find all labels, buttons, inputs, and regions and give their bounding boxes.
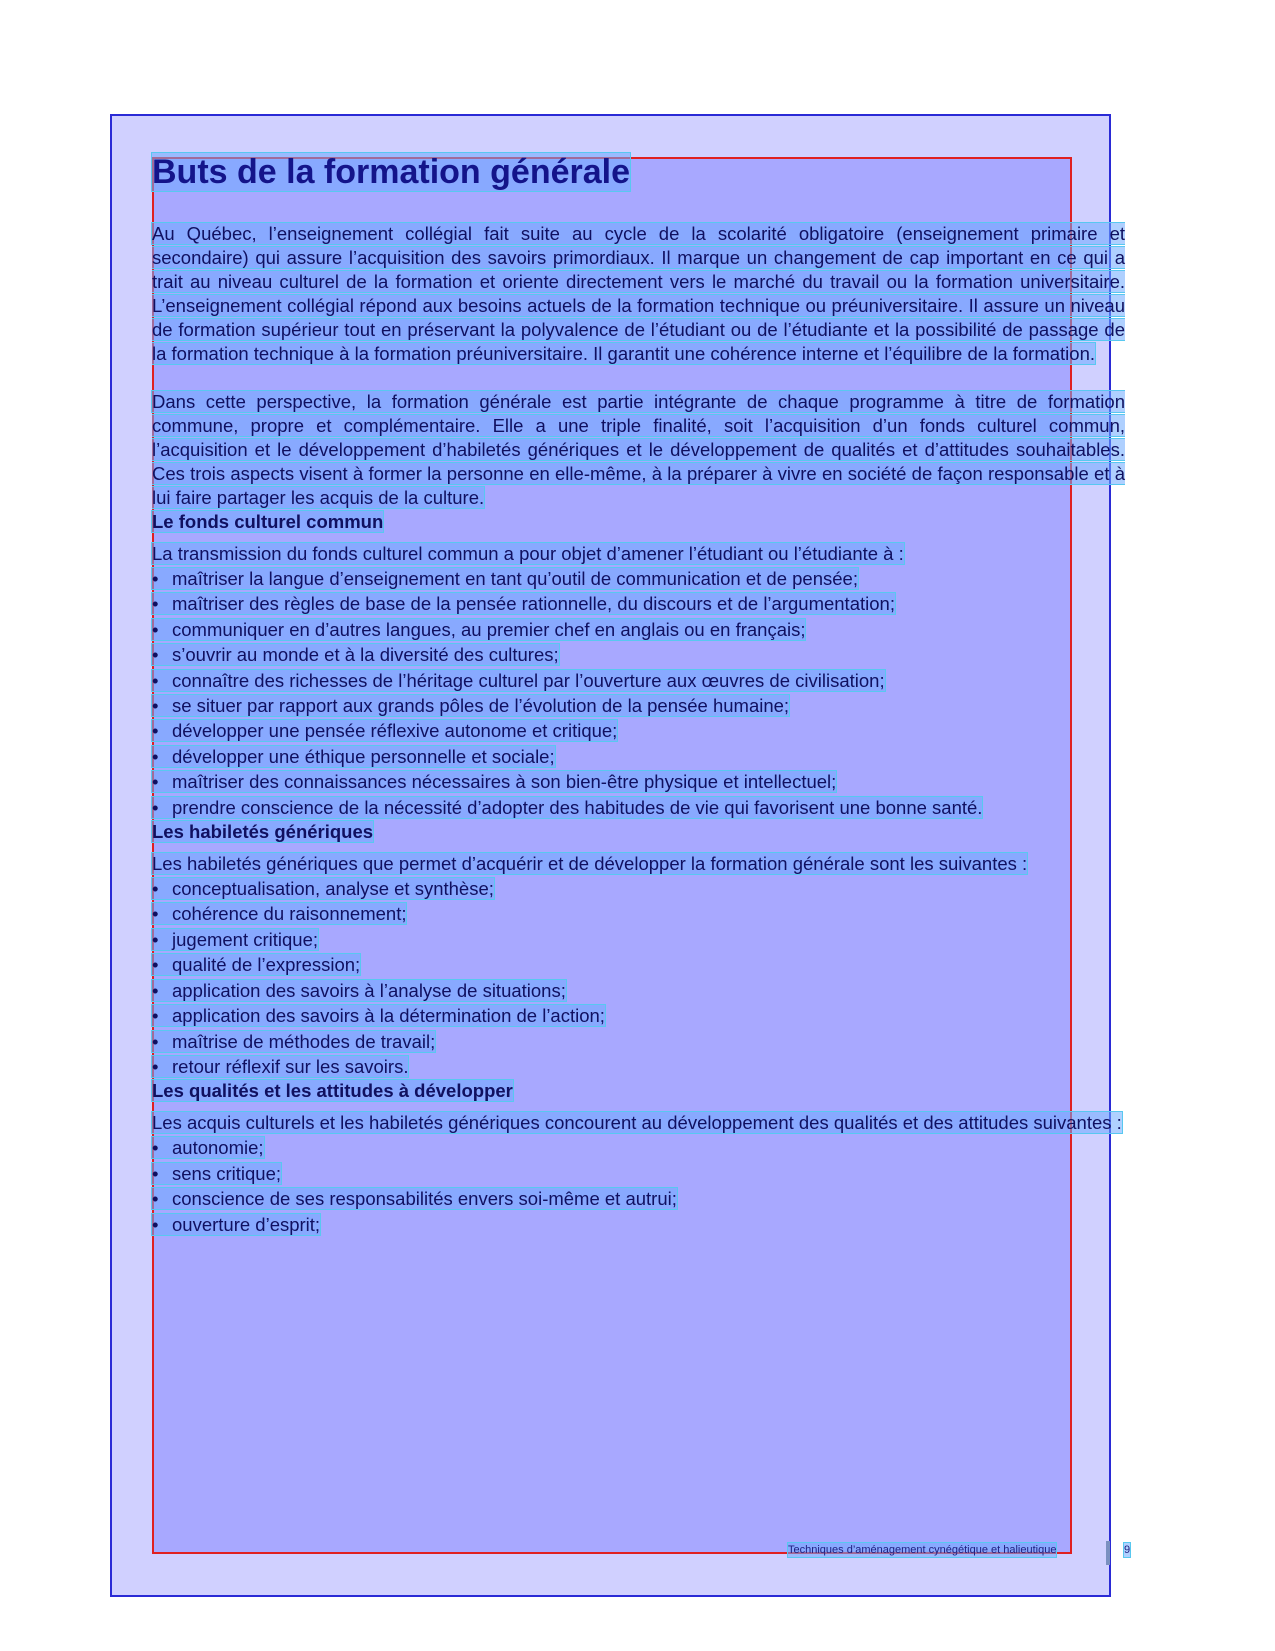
list-item — [152, 952, 1125, 977]
list-item — [152, 693, 1125, 718]
list-item — [152, 642, 1125, 667]
bullet-icon: • — [152, 568, 159, 589]
bullet-icon: • — [152, 979, 159, 1001]
bullet-list-habiletes — [152, 876, 1125, 1079]
list-item-text: conceptualisation, analyse et synthèse; — [172, 878, 494, 900]
bullet-icon: • — [152, 878, 159, 900]
bullet-icon: • — [152, 593, 159, 615]
section-heading-qualites-text: Les qualités et les attitudes à développer — [152, 1080, 513, 1102]
list-item-text: maîtriser la langue d’enseignement en tant qu’outil de communication et de pensée; — [172, 568, 858, 589]
bullet-icon: • — [152, 1188, 159, 1210]
list-item — [152, 1003, 1125, 1028]
bullet-icon: • — [152, 1005, 159, 1027]
list-item-text: ouverture d’esprit; — [172, 1213, 321, 1235]
list-item — [152, 744, 1125, 769]
bullet-icon: • — [152, 1137, 159, 1159]
bullet-icon: • — [152, 903, 159, 925]
list-item — [152, 769, 1125, 794]
list-item-text: cohérence du raisonnement; — [172, 903, 407, 925]
list-item — [152, 978, 1125, 1003]
list-item-text: maîtriser des connaissances nécessaires à son bien-être physique et intellectuel; — [172, 771, 837, 793]
list-item — [152, 617, 1125, 642]
page-title-text: Buts de la formation générale — [152, 153, 630, 191]
section-intro-qualites-text: Les acquis culturels et les habiletés génériques concourent au développement des qualités et des attitudes suivantes : — [152, 1112, 1122, 1134]
list-item — [152, 1161, 1125, 1186]
list-item-text: sens critique; — [172, 1162, 281, 1184]
list-item — [152, 718, 1125, 743]
paragraph-intro-text: Au Québec, l’enseignement collégial fait suite au cycle de la scolarité obligatoire (enseignement primaire et secondaire) qui assure l’acquisition des savoirs primordiaux. Il marque un changement de cap important en ce qui a trait au niveau culturel de la formation et oriente directement vers le marché du travail ou la formation universitaire. L’enseignement collégial répond aux besoins actuels de la formation technique ou préuniversitaire. Il assure un niveau de formation supérieur tout en préservant la polyvalence de l’étudiant ou de l’étudiante et la possibilité de passage de la formation technique à la formation préuniversitaire. Il garantit une cohérence interne et l’équilibre de la formation. — [152, 223, 1125, 364]
list-item — [152, 876, 1125, 901]
list-item — [152, 901, 1125, 926]
list-item — [152, 795, 1125, 820]
list-item-text: autonomie; — [172, 1137, 264, 1159]
list-item-text: développer une pensée réflexive autonome et critique; — [172, 720, 618, 742]
section-heading-habiletes-text: Les habiletés génériques — [152, 821, 374, 843]
list-item-text: s’ouvrir au monde et à la diversité des cultures; — [172, 644, 559, 666]
document-body — [152, 150, 1125, 1237]
footer-marker — [1106, 1541, 1110, 1565]
list-item — [152, 1212, 1125, 1237]
list-item — [152, 591, 1125, 616]
paragraph-intro — [152, 222, 1125, 366]
bullet-list-qualites — [152, 1135, 1125, 1237]
list-item — [152, 1054, 1125, 1079]
list-item-text: maîtriser des règles de base de la pensée rationnelle, du discours et de l’argumentation; — [172, 593, 895, 615]
list-item — [152, 927, 1125, 952]
list-item-text: prendre conscience de la nécessité d’adopter des habitudes de vie qui favorisent une bonne santé. — [172, 796, 983, 818]
bullet-icon: • — [152, 695, 159, 717]
section-intro-habiletes-text: Les habiletés génériques que permet d’acquérir et de développer la formation générale sont les suivantes : — [152, 853, 1028, 875]
bullet-icon: • — [152, 1055, 159, 1077]
section-heading-habiletes — [152, 820, 1125, 844]
bullet-icon: • — [152, 720, 159, 742]
list-item-text: conscience de ses responsabilités envers soi-même et autrui; — [172, 1188, 677, 1210]
bullet-icon: • — [152, 745, 159, 767]
footer-text: Techniques d’aménagement cynégétique et halieutique — [788, 1544, 1057, 1556]
bullet-icon: • — [152, 1030, 159, 1052]
list-item-text: retour réflexif sur les savoirs. — [172, 1055, 409, 1077]
list-item — [152, 1135, 1125, 1160]
bullet-icon: • — [152, 1213, 159, 1235]
page-number: 9 — [1124, 1544, 1131, 1556]
list-item — [152, 668, 1125, 693]
list-item — [152, 1029, 1125, 1054]
list-item-text: qualité de l’expression; — [172, 954, 361, 976]
list-item-text: se situer par rapport aux grands pôles de l’évolution de la pensée humaine; — [172, 695, 790, 717]
bullet-icon: • — [152, 954, 159, 976]
bullet-list-fonds — [152, 566, 1125, 820]
list-item-text: connaître des richesses de l’héritage culturel par l’ouverture aux œuvres de civilisation; — [172, 669, 885, 691]
list-item-text: jugement critique; — [172, 928, 319, 950]
list-item-text: application des savoirs à l’analyse de situations; — [172, 979, 566, 1001]
bullet-icon: • — [152, 771, 159, 793]
bullet-icon: • — [152, 1162, 159, 1184]
section-heading-fonds — [152, 510, 1125, 534]
list-item — [152, 566, 1125, 591]
section-heading-fonds-text: Le fonds culturel commun — [152, 511, 384, 532]
section-intro-fonds — [152, 542, 1125, 566]
page-title — [152, 150, 1125, 194]
section-intro-habiletes — [152, 852, 1125, 876]
list-item-text: communiquer en d’autres langues, au premier chef en anglais ou en français; — [172, 618, 806, 640]
bullet-icon: • — [152, 618, 159, 640]
list-item-text: maîtrise de méthodes de travail; — [172, 1030, 436, 1052]
bullet-icon: • — [152, 644, 159, 666]
bullet-icon: • — [152, 928, 159, 950]
list-item-text: application des savoirs à la détermination de l’action; — [172, 1005, 605, 1027]
list-item-text: développer une éthique personnelle et sociale; — [172, 745, 555, 767]
section-intro-qualites — [152, 1111, 1125, 1135]
bullet-icon: • — [152, 796, 159, 818]
list-item — [152, 1186, 1125, 1211]
paragraph-perspective — [152, 390, 1125, 510]
section-heading-qualites — [152, 1079, 1125, 1103]
paragraph-perspective-text: Dans cette perspective, la formation générale est partie intégrante de chaque programme à titre de formation commune, propre et complémentaire. Elle a une triple finalité, soit l’acquisition d’un fonds culturel commun, l’acquisition et le développement d’habiletés génériques et le développement de qualités et d’attitudes souhaitables. Ces trois aspects visent à former la personne en elle-même, à la préparer à vivre en société de façon responsable et à lui faire partager les acquis de la culture. — [152, 391, 1125, 508]
section-intro-fonds-text: La transmission du fonds culturel commun a pour objet d’amener l’étudiant ou l’étudiante à : — [152, 543, 904, 564]
bullet-icon: • — [152, 669, 159, 691]
